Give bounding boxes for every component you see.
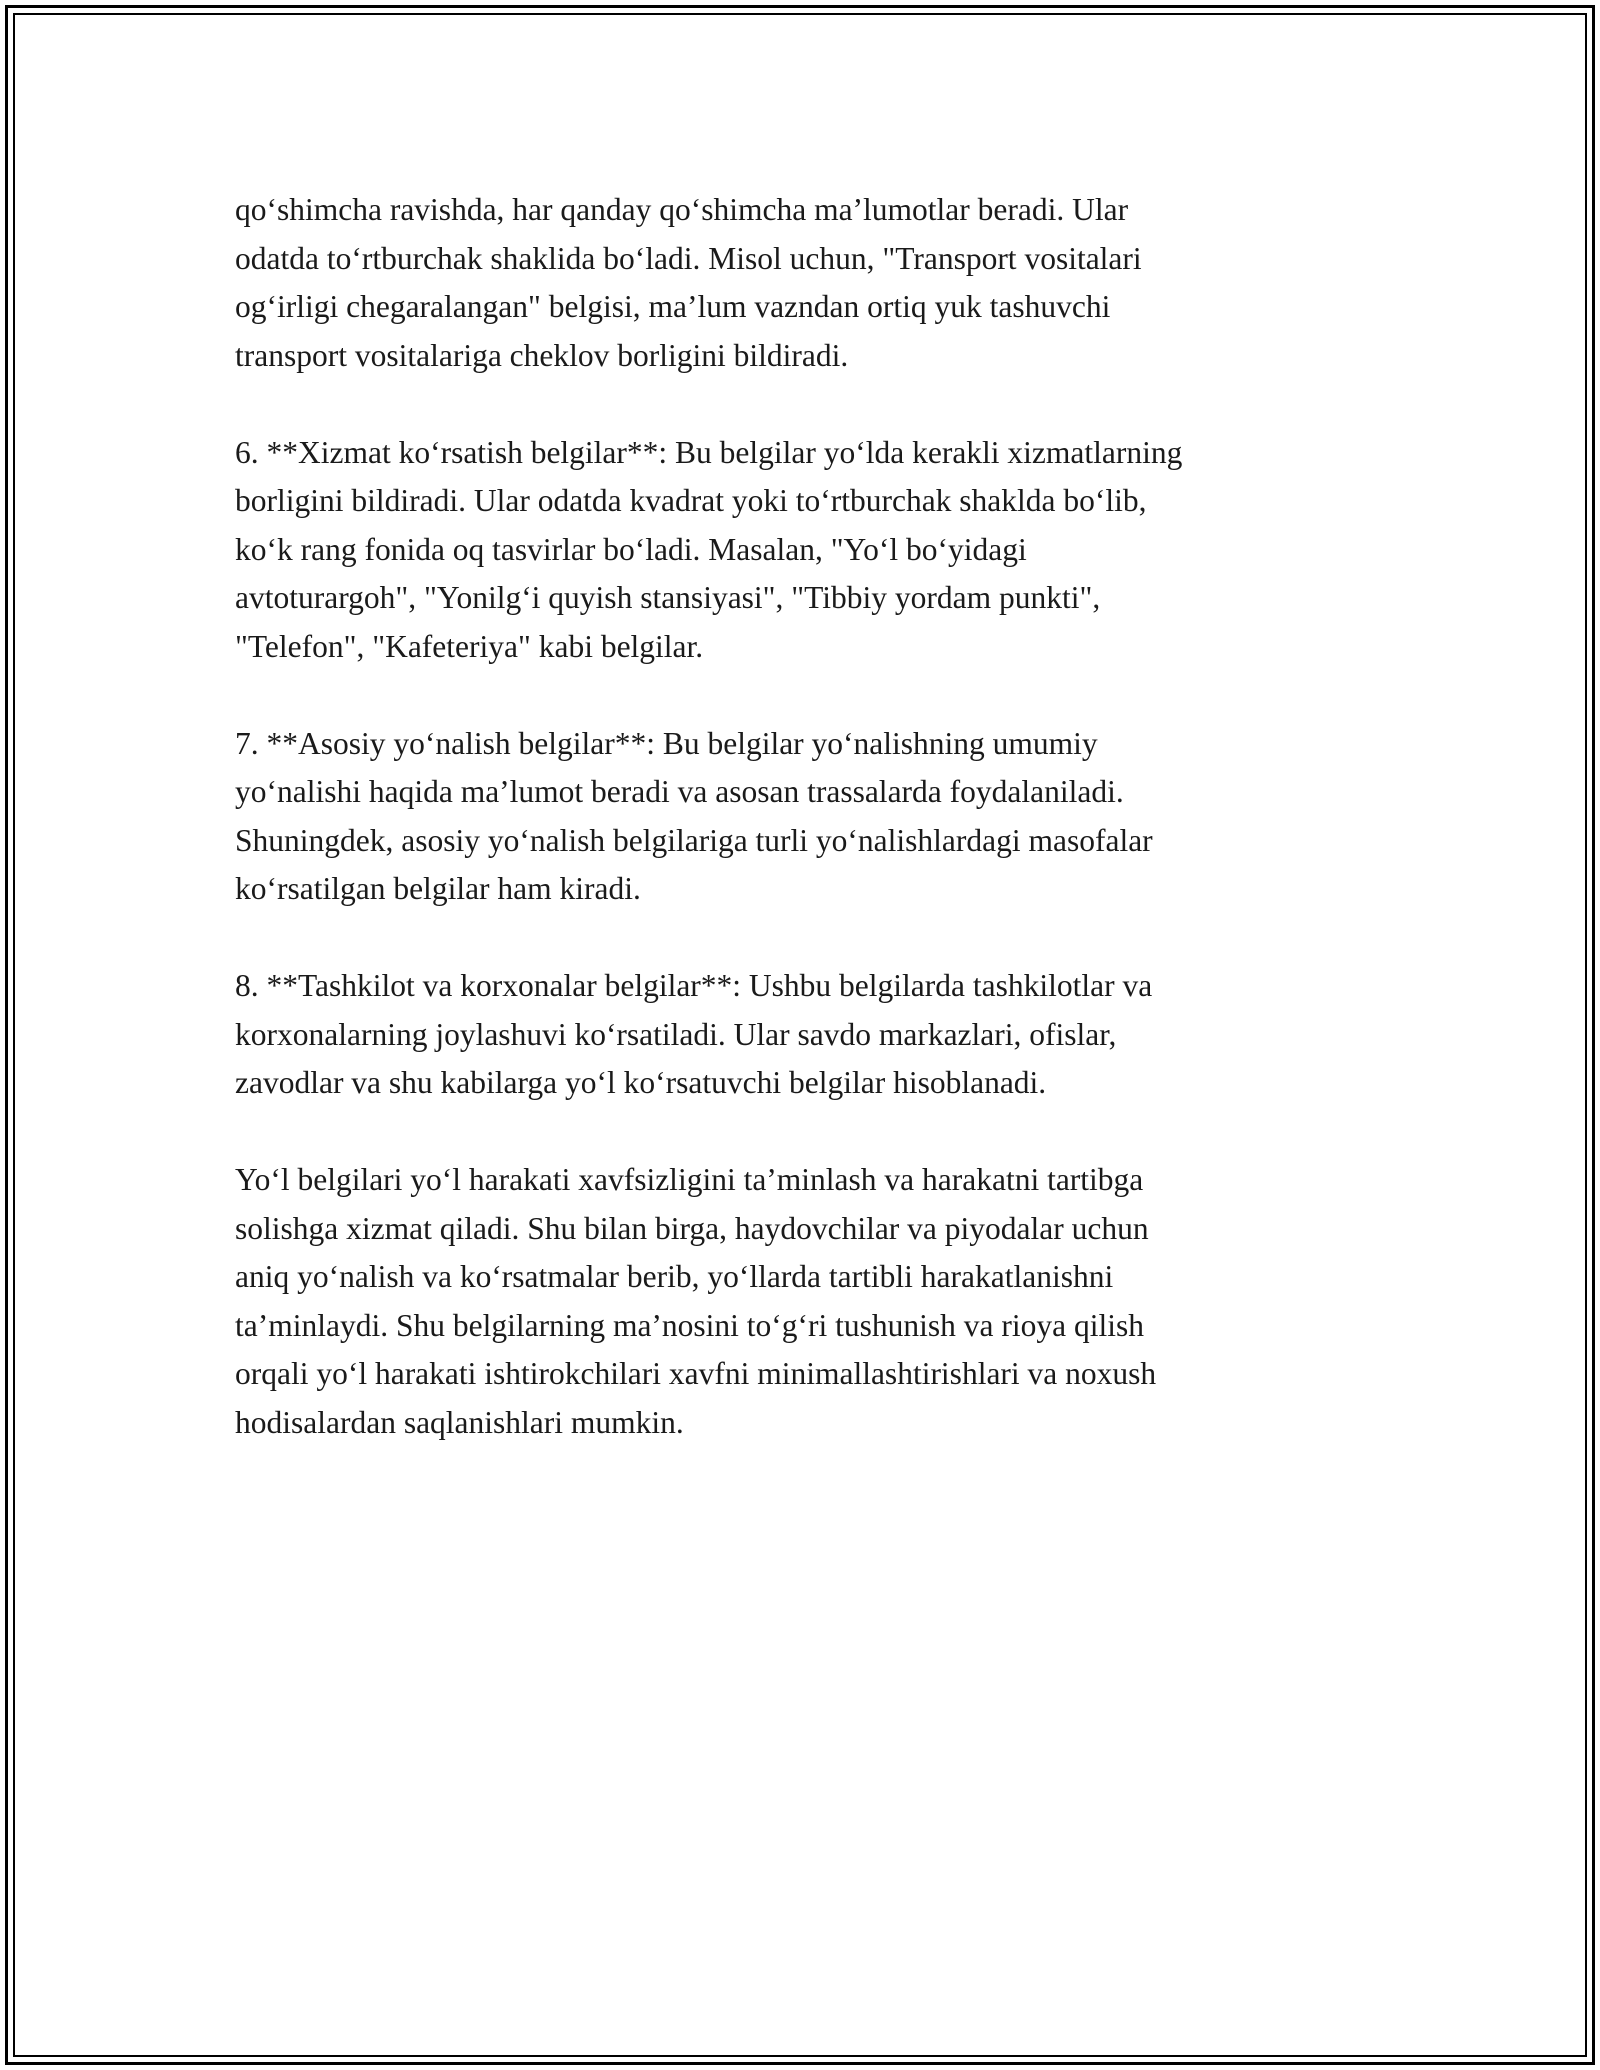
paragraph-intro-continuation: qo‘shimcha ravishda, har qanday qo‘shimcha ma’lumotlar beradi. Ular odatda to‘rtburchak shaklida bo‘ladi. Misol uchun, "Transport vositalari og‘irligi chegaralangan" belgisi, ma’lum vazndan ortiq yuk tashuvchi transport vositalariga cheklov borligini bildiradi. [235,192,1142,373]
paragraph-service-signs: 6. **Xizmat ko‘rsatish belgilar**: Bu belgilar yo‘lda kerakli xizmatlarning borligini bildiradi. Ular odatda kvadrat yoki to‘rtburchak shaklda bo‘lib, ko‘k rang fonida oq tasvirlar bo‘ladi. Masalan, "Yo‘l bo‘yidagi avtoturargoh", "Yonilg‘i quyish stansiyasi", "Tibbiy yordam punkti", "Telefon", "Kafeteriya" kabi belgilar. [235,434,1183,664]
paragraph-conclusion: Yo‘l belgilari yo‘l harakati xavfsizligini ta’minlash va harakatni tartibga solishga xizmat qiladi. Shu bilan birga, haydovchilar va piyodalar uchun aniq yo‘nalish va ko‘rsatmalar berib, yo‘llarda tartibli harakatlanishni ta’minlaydi. Shu belgilarning ma’nosini to‘g‘ri tushunish va rioya qilish orqali yo‘l harakati ishtirokchilari xavfni minimallashtirishlari va noxush hodisalardan saqlanishlari mumkin. [235,1162,1157,1440]
paragraph-organization-signs: 8. **Tashkilot va korxonalar belgilar**: Ushbu belgilarda tashkilotlar va korxonalarning joylashuvi ko‘rsatiladi. Ular savdo markazlari, ofislar, zavodlar va shu kabilarga yo‘l ko‘rsatuvchi belgilar hisoblanadi. [235,968,1153,1100]
paragraph-main-direction-signs: 7. **Asosiy yo‘nalish belgilar**: Bu belgilar yo‘nalishning umumiy yo‘nalishi haqida ma’lumot beradi va asosan trassalarda foydalaniladi. Shuningdek, asosiy yo‘nalish belgilariga turli yo‘nalishlardagi masofalar ko‘rsatilgan belgilar ham kiradi. [235,725,1153,906]
document-body [235,186,1365,1496]
